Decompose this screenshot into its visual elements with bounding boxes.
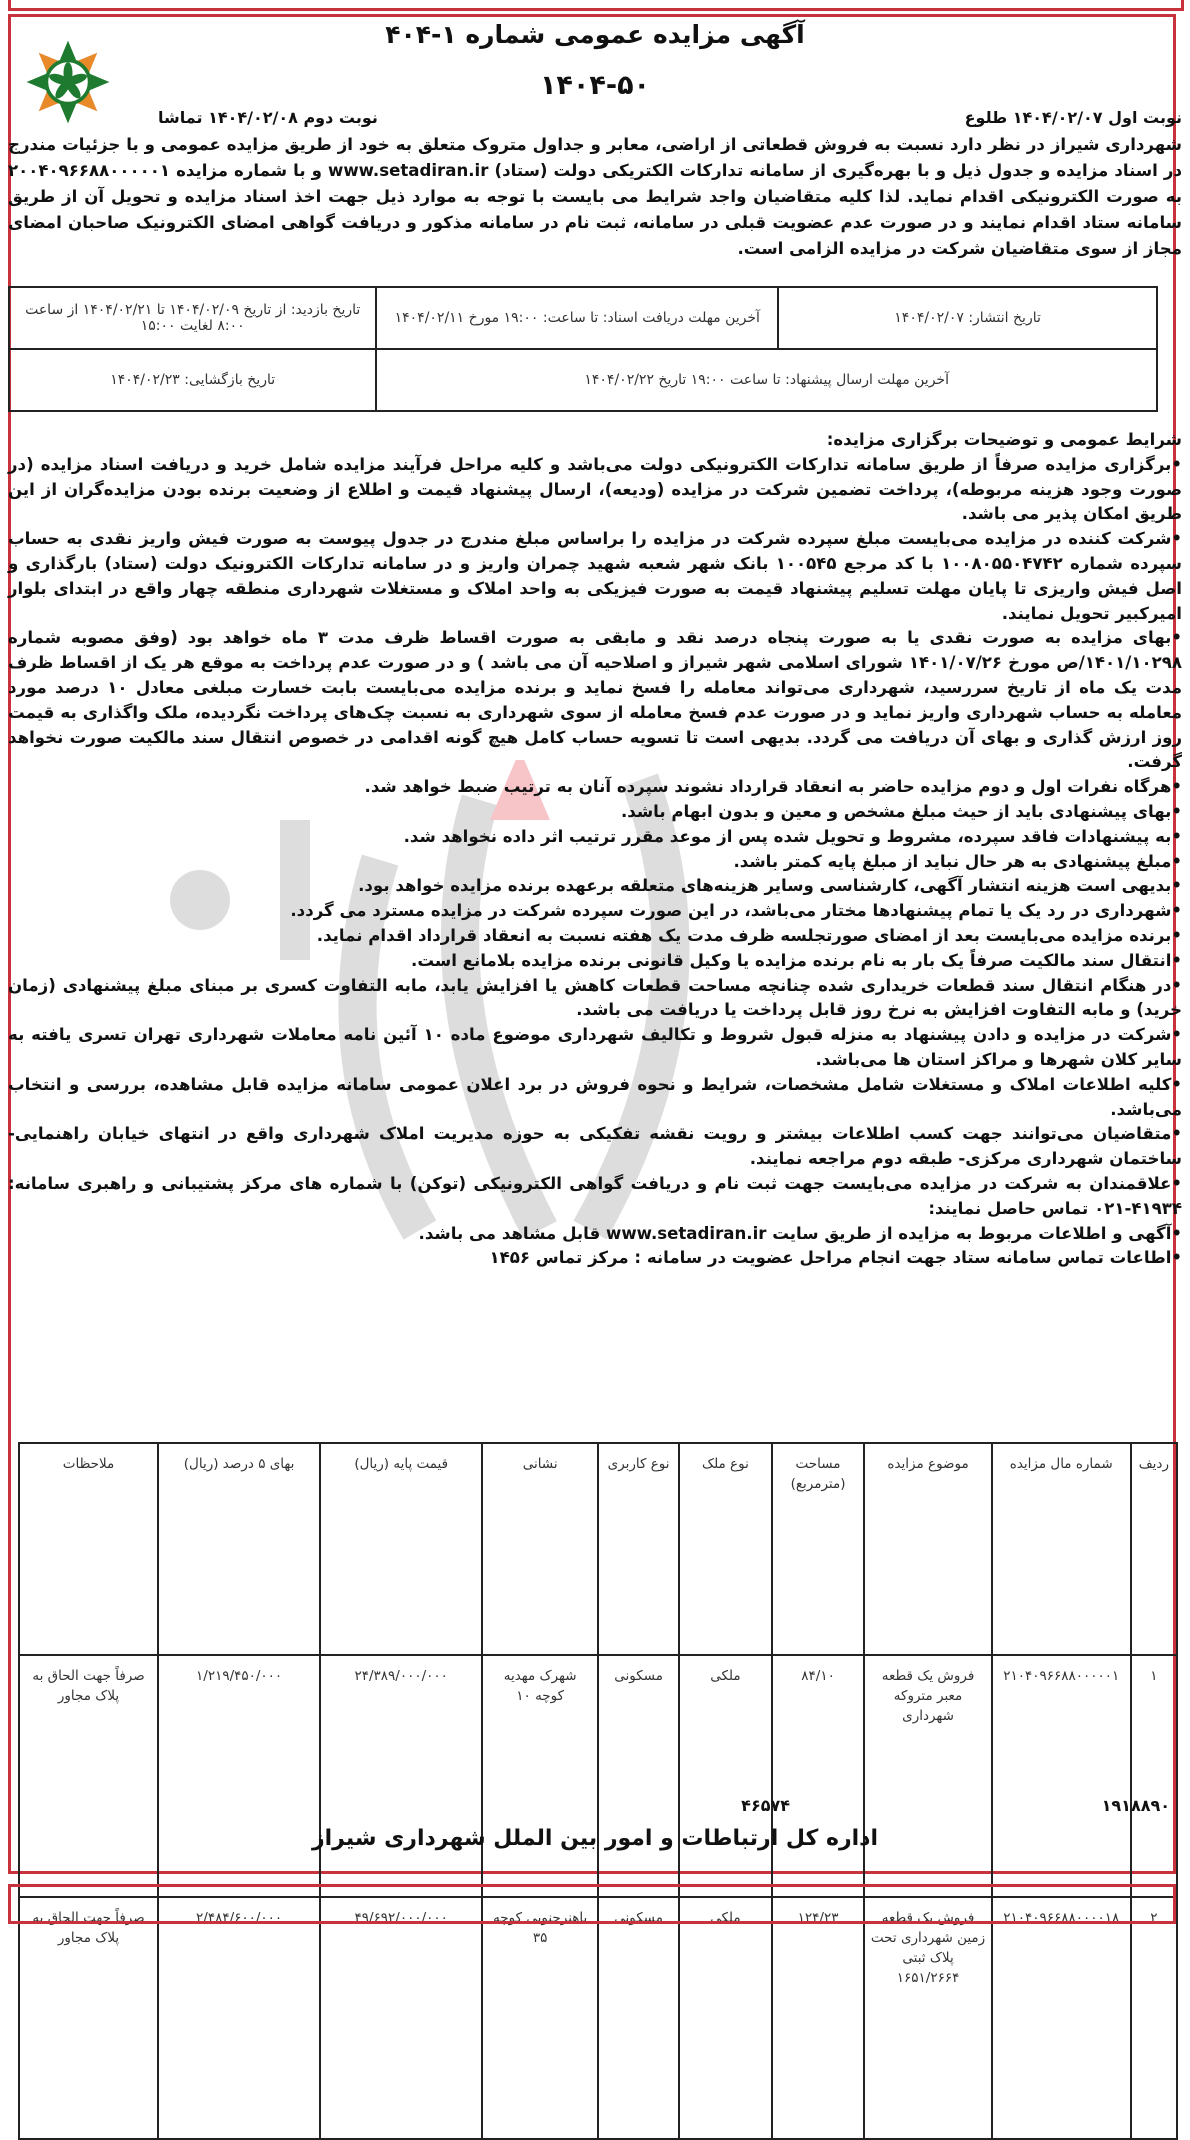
next-ad-border: [8, 1884, 1176, 1924]
conditions-heading: شرایط عمومی و توضیحات برگزاری مزایده:: [826, 430, 1182, 449]
table-cell: ۱۲۴/۲۳: [772, 1897, 865, 2139]
table-cell: ۱/۲۱۹/۴۵۰/۰۰۰: [158, 1655, 320, 1897]
column-header: ردیف: [1131, 1443, 1177, 1655]
condition-item: •بهای پیشنهادی باید از حیث مبلغ مشخص و معین و بدون ابهام باشد.: [620, 801, 1182, 821]
table-cell: ملکی: [679, 1897, 772, 2139]
reference-code-1: ۱۹۱۸۸۹۰: [1101, 1796, 1170, 1815]
table-cell: صرفاً جهت الحاق به پلاک مجاور: [19, 1897, 158, 2139]
column-header: موضوع مزایده: [864, 1443, 991, 1655]
column-header: ملاحظات: [19, 1443, 158, 1655]
ad-title: آگهی مزایده عمومی شماره ۱-۴۰۴: [385, 20, 805, 49]
bid-deadline: آخرین مهلت ارسال پیشنهاد: تا ساعت ۱۹:۰۰ تاریخ ۱۴۰۴/۰۲/۲۲: [376, 349, 1157, 411]
auction-items-table: [18, 1442, 1178, 2140]
condition-item: •کلیه اطلاعات املاک و مستغلات شامل مشخصات، شرایط و نحوه فروش در برد اعلان عمومی سامانه مزایده قابل مشاهده، بررسی و انتخاب می‌باشد.: [8, 1074, 1182, 1119]
issuer: اداره کل ارتباطات و امور بین الملل شهرداری شیراز: [311, 1826, 879, 1851]
round-2: نوبت دوم ۱۴۰۴/۰۲/۰۸ تماشا: [158, 108, 378, 127]
round-1: نوبت اول ۱۴۰۴/۰۲/۰۷ طلوع: [964, 108, 1182, 127]
table-cell: ۲: [1131, 1897, 1177, 2139]
condition-item: •برگزاری مزایده صرفاً از طریق سامانه تدارکات الکترونیکی دولت می‌باشد و کلیه مراحل فرآیند مزایده شامل خرید و دریافت اسناد مزایده (در صورت وجود هزینه مربوطه)، پرداخت تضمین شرکت در مزایده (ودیعه)، ارسال پیشنهاد قیمت و اطلاع از وضعیت برنده بودن مزایده‌گران از این طریق امکان پذیر می باشد.: [8, 454, 1182, 524]
table-cell: شهرک مهدیه کوچه ۱۰: [482, 1655, 598, 1897]
table-cell: ۸۴/۱۰: [772, 1655, 865, 1897]
table-cell: فروش یک قطعه معبر متروکه شهرداری: [864, 1655, 991, 1897]
column-header: نوع کاربری: [598, 1443, 679, 1655]
column-header: مساحت (مترمربع): [772, 1443, 865, 1655]
publish-date: تاریخ انتشار: ۱۴۰۴/۰۲/۰۷: [778, 287, 1157, 349]
table-cell: ۱: [1131, 1655, 1177, 1897]
condition-item: •در هنگام انتقال سند قطعات خریداری شده چنانچه مساحت قطعات کاهش یا افزایش یابد، مابه التفاوت کسری بر مبنای مبلغ پیشنهادی (زمان خرید) و مابه التفاوت افزایش به نرخ روز قابل پرداخت یا دریافت می باشد.: [8, 975, 1182, 1020]
visit-date: تاریخ بازدید: از تاریخ ۱۴۰۴/۰۲/۰۹ تا ۱۴۰۴/۰۲/۲۱ از ساعت ۸:۰۰ لغایت ۱۵:۰۰: [9, 287, 376, 349]
schedule-table: [8, 286, 1158, 412]
condition-item: •انتقال سند مالکیت صرفاً یک بار به نام برنده مزایده یا وکیل قانونی برنده مزایده بلامانع است.: [411, 950, 1182, 970]
condition-item: •بدیهی است هزینه انتشار آگهی، کارشناسی وسایر هزینه‌های متعلقه برعهده برنده مزایده خواهد بود.: [358, 876, 1182, 896]
table-cell: ۴۹/۶۹۲/۰۰۰/۰۰۰: [320, 1897, 482, 2139]
intro-paragraph: شهرداری شیراز در نظر دارد نسبت به فروش قطعاتی از اراضی، معابر و جداول متروک متعلق به خود از طریق مزایده عمومی و با جزئیات مندرج در اسناد مزایده و جدول ذیل و با بهره‌گیری از سامانه تدارکات الکتریکی دولت (ستاد) www.setadiran.ir و با شماره مزایده ۲۰۰۴۰۹۶۶۸۸۰۰۰۰۰۱ به صورت الکترونیکی اقدام نماید. لذا کلیه متقاضیان واجد شرایط می بایست با توجه به موارد ذیل جهت اخذ اسناد مزایده و تحویل آن از طریق سامانه ستاد اقدام نمایند و در صورت عدم عضویت قبلی در سامانه، ثبت نام در سامانه مذکور و دریافت گواهی امضای الکترونیک صاحبان امضای مجاز از سوی متقاضیان شرکت در مزایده الزامی است.: [8, 135, 1182, 258]
condition-item: •متقاضیان می‌توانند جهت کسب اطلاعات بیشتر و رویت نقشه تفکیکی به حوزه مدیریت املاک شهرداری واقع در انتهای خیابان راهنمایی- ساختمان شهرداری مرکزی- طبقه دوم مراجعه نمایند.: [8, 1124, 1182, 1169]
previous-ad-border: [8, 0, 1184, 11]
table-cell: باهنرجنوبی کوچه ۳۵: [482, 1897, 598, 2139]
condition-item: •هرگاه نفرات اول و دوم مزایده حاضر به انعقاد قرارداد نشوند سپرده آنان به ترتیب ضبط خواهد شد.: [364, 777, 1182, 797]
ad-number: ۱۴۰۴-۵۰: [539, 70, 651, 101]
condition-item: •شرکت در مزایده و دادن پیشنهاد به منزله قبول شروط و تکالیف شهرداری موضوع ماده ۱۰ آئین نامه معاملات شهرداری تهران تسری یافته به سایر کلان شهرها و مراکز استان ها می‌باشد.: [8, 1025, 1182, 1069]
doc-deadline: آخرین مهلت دریافت اسناد: تا ساعت: ۱۹:۰۰ مورخ ۱۴۰۴/۰۲/۱۱: [376, 287, 778, 349]
reference-code-2: ۴۶۵۷۴: [741, 1796, 790, 1815]
condition-item: •به پیشنهادات فاقد سپرده، مشروط و تحویل شده پس از موعد مقرر ترتیب اثر داده نخواهد شد.: [403, 826, 1182, 846]
table-cell: ۲/۴۸۴/۶۰۰/۰۰۰: [158, 1897, 320, 2139]
condition-item: •اطاعات تماس سامانه ستاد جهت انجام مراحل عضویت در سامانه : مرکز تماس ۱۴۵۶: [489, 1248, 1182, 1268]
table-cell: فروش یک قطعه زمین شهرداری تحت پلاک ثبتی ۱۶۵۱/۲۶۶۴: [864, 1897, 991, 2139]
condition-item: •شهرداری در رد یک یا تمام پیشنهادها مختار می‌باشد، در این صورت سپرده شرکت در مزایده مسترد می گردد.: [290, 901, 1182, 921]
column-header: قیمت پایه (ریال): [320, 1443, 482, 1655]
column-header: بهای ۵ درصد (ریال): [158, 1443, 320, 1655]
column-header: شماره مال مزایده: [992, 1443, 1131, 1655]
column-header: نوع ملک: [679, 1443, 772, 1655]
table-row: [19, 1655, 1177, 1897]
condition-item: •علاقمندان به شرکت در مزایده می‌بایست جهت ثبت نام و دریافت گواهی الکترونیکی (توکن) با شماره های مرکز پشتیبانی و راهبری سامانه: ۴۱۹۳۴-۰۲۱ تماس حاصل نمایند:: [8, 1173, 1182, 1218]
table-cell: ۲۱۰۴۰۹۶۶۸۸۰۰۰۰۱۸: [992, 1897, 1131, 2139]
condition-item: •شرکت کننده در مزایده می‌بایست مبلغ سپرده شرکت در مزایده را براساس مبلغ مندرج در جدول پیوست به صورت فیش واریز نقدی به حساب سپرده شماره ۱۰۰۸۰۵۵۰۴۷۴۲ با کد مرجع ۱۰۰۵۴۵ بانک شهر شعبه شهید چمران واریز و در سامانه تدارکات الکترونیک دولت (ستاد) بارگذاری و اصل فیش واریزی تا پایان مهلت تسلیم پیشنهاد قیمت به صورت فیزیکی به واحد املاک و مستغلات شهرداری منطقه چهار واقع در ابتدای بلوار امیرکبیر تحویل نمایند.: [8, 529, 1182, 623]
opening-date: تاریخ بازگشایی: ۱۴۰۴/۰۲/۲۳: [9, 349, 376, 411]
table-cell: ۲۴/۳۸۹/۰۰۰/۰۰۰: [320, 1655, 482, 1897]
condition-item: •آگهی و اطلاعات مربوط به مزایده از طریق سایت www.setadiran.ir قابل مشاهد می باشد.: [418, 1223, 1182, 1243]
table-row: [19, 1897, 1177, 2139]
table-cell: مسکونی: [598, 1897, 679, 2139]
table-cell: ملکی: [679, 1655, 772, 1897]
column-header: نشانی: [482, 1443, 598, 1655]
table-cell: ۲۱۰۴۰۹۶۶۸۸۰۰۰۰۰۱: [992, 1655, 1131, 1897]
condition-item: •بهای مزایده به صورت نقدی یا به صورت پنجاه درصد نقد و مابقی به صورت اقساط ظرف مدت ۳ ماه خواهد بود (وفق مصوبه شماره ۱۴۰۱/۱۰۲۹۸/ص مورخ ۱۴۰۱/۰۷/۲۶ شورای اسلامی شهر شیراز و اصلاحیه آن می باشد ) و در صورت عدم پرداخت به موقع هر یک از اقساط ظرف مدت یک ماه از تاریخ سررسید، شهرداری می‌تواند معامله را فسخ نماید و برنده مزایده می‌بایست بابت خسارت مبلغی معادل ۱۰ درصد مورد معامله به حساب شهرداری واریز نماید و در صورت عدم فسخ معامله از سوی شهرداری به نسبت چک‌های پرداخت نگردیده، ملک واگذاری به قیمت روز ارزش گذاری و بهای آن دریافت می گردد. بدیهی است تا تسویه حساب کامل هیچ گونه اقدامی در خصوص انتقال سند مالکیت صورت نخواهد گرفت.: [8, 628, 1182, 772]
table-cell: صرفاً جهت الحاق به پلاک مجاور: [19, 1655, 158, 1897]
condition-item: •مبلغ پیشنهادی به هر حال نباید از مبلغ پایه کمتر باشد.: [733, 851, 1182, 871]
table-cell: مسکونی: [598, 1655, 679, 1897]
condition-item: •برنده مزایده می‌بایست بعد از امضای صورتجلسه ظرف مدت یک هفته نسبت به انعقاد قرارداد اقدام نماید.: [316, 925, 1182, 945]
general-conditions: [8, 428, 1182, 1271]
